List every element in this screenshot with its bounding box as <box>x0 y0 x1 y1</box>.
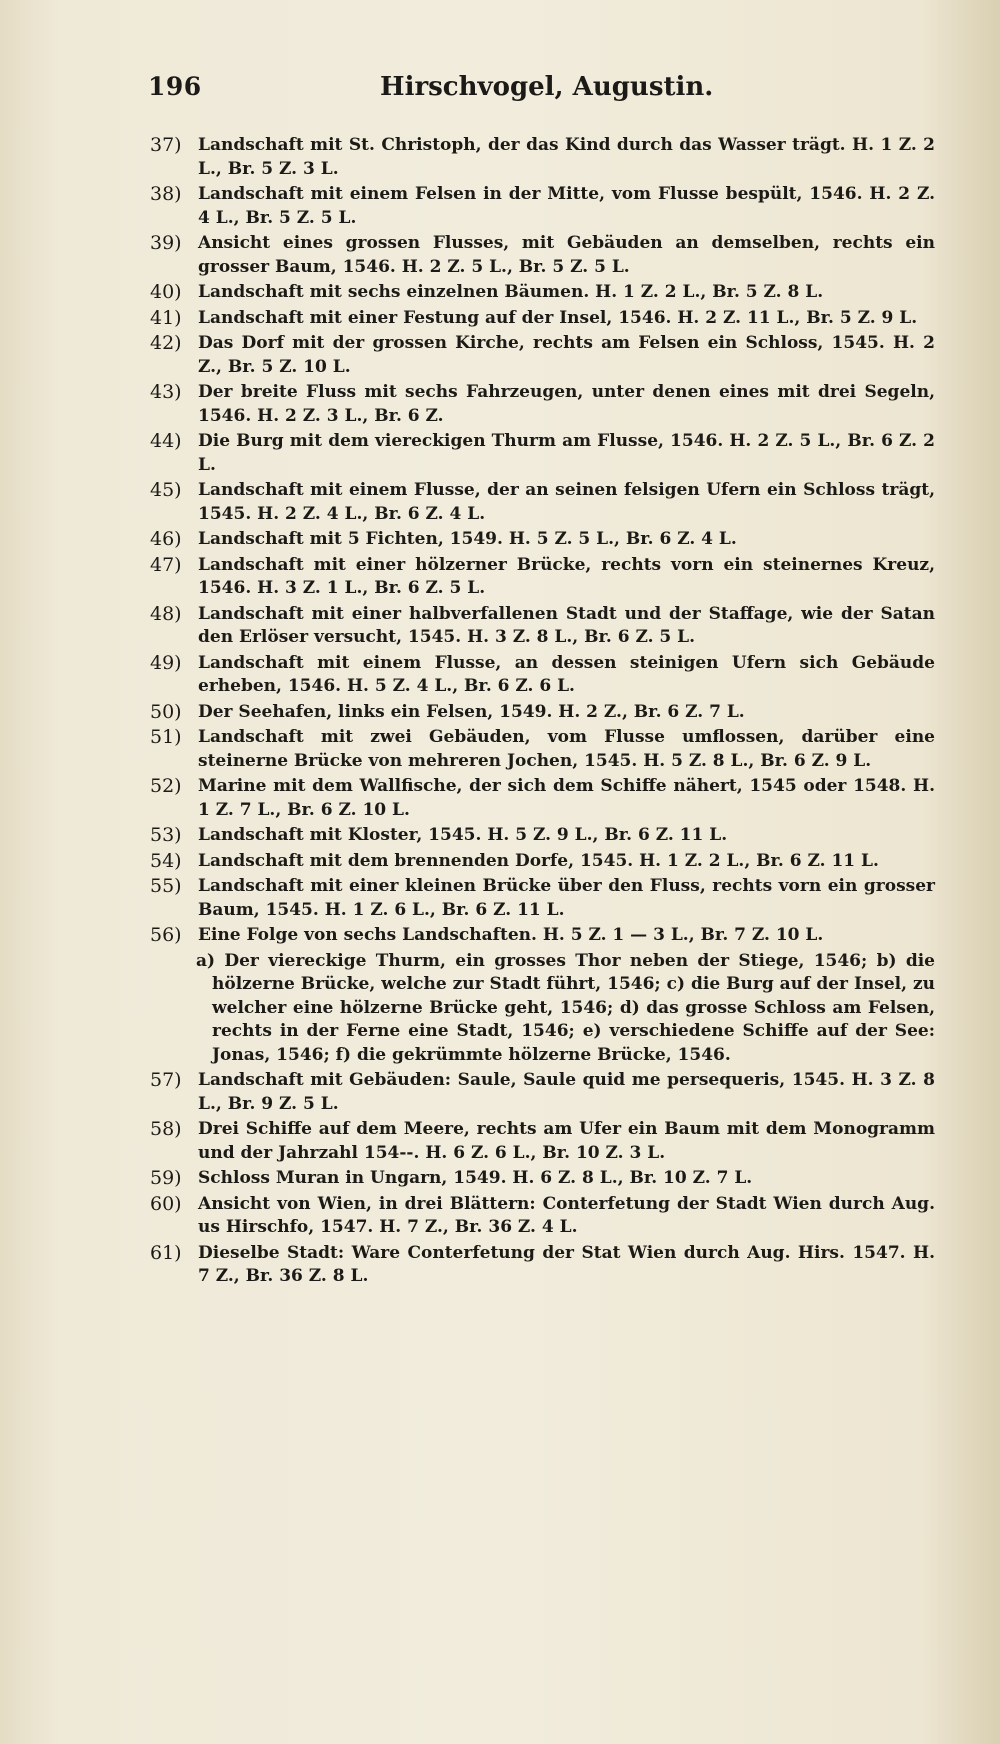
entry-number: 43) <box>150 381 182 403</box>
entry-text: Landschaft mit einem Flusse, an dessen steinigen Ufern sich Gebäude erheben, 1546. H. 5 Z. 4 L., Br. 6 Z. 6 L. <box>198 652 935 696</box>
entry-number: 44) <box>150 430 182 452</box>
catalogue-entry <box>150 479 935 526</box>
catalogue-entry <box>150 824 935 848</box>
entry-number: 53) <box>150 824 182 846</box>
entry-number: 58) <box>150 1118 182 1140</box>
entry-number: 42) <box>150 332 182 354</box>
entry-number: 50) <box>150 700 182 723</box>
running-head: Hirschvogel, Augustin. <box>380 72 714 102</box>
entry-text: Landschaft mit Kloster, 1545. H. 5 Z. 9 L., Br. 6 Z. 11 L. <box>198 825 728 845</box>
page-number: 196 <box>148 72 202 101</box>
entry-number: 40) <box>150 281 182 303</box>
entry-text: Ansicht eines grossen Flusses, mit Gebäuden an demselben, rechts ein grosser Baum, 1546. H. 2 Z. 5 L., Br. 5 Z. 5 L. <box>198 233 935 277</box>
entry-text: Landschaft mit sechs einzelnen Bäumen. H. 1 Z. 2 L., Br. 5 Z. 8 L. <box>198 282 824 302</box>
catalogue-entry <box>150 528 935 552</box>
sub-entry-list: a) Der viereckige Thurm, ein grosses Thor neben der Stiege, 1546; b) die hölzerne Brücke, welche zur Stadt führt, 1546; c) die Burg auf der Insel, zu welcher eine hölzerne Brücke geht, 1546; d) das grosse Schloss am Felsen, rechts in der Ferne eine Stadt, 1546; e) verschiedene Schiffe auf der See: Jonas, 1546; f) die gekrümmte hölzerne Brücke, 1546. <box>196 950 935 1065</box>
entry-text: Landschaft mit einer halbverfallenen Stadt und der Staffage, wie der Satan den Erlöser versucht, 1545. H. 3 Z. 8 L., Br. 6 Z. 5 L. <box>198 603 935 647</box>
catalogue-entry <box>150 134 935 181</box>
entry-text: Drei Schiffe auf dem Meere, rechts am Ufer ein Baum mit dem Monogramm und der Jahrzahl 154--. H. 6 Z. 6 L., Br. 10 Z. 3 L. <box>198 1119 935 1163</box>
entry-text: Die Burg mit dem viereckigen Thurm am Flusse, 1546. H. 2 Z. 5 L., Br. 6 Z. 2 L. <box>198 431 935 475</box>
entry-text: Landschaft mit einer Festung auf der Insel, 1546. H. 2 Z. 11 L., Br. 5 Z. 9 L. <box>198 307 918 328</box>
catalogue-entry <box>150 381 935 428</box>
page-header <box>148 72 940 112</box>
entry-number: 55) <box>150 875 182 897</box>
catalogue-entry <box>150 924 935 948</box>
entry-number: 54) <box>150 849 182 872</box>
entry-text: Marine mit dem Wallfische, der sich dem Schiffe nähert, 1545 oder 1548. H. 1 Z. 7 L., Br. 6 Z. 10 L. <box>198 776 935 820</box>
entry-number: 46) <box>150 528 182 550</box>
entry-number: 51) <box>150 726 182 748</box>
catalogue-entry <box>150 430 935 477</box>
catalogue-entry <box>150 232 935 279</box>
entry-number: 52) <box>150 775 182 797</box>
entry-number: 41) <box>150 306 182 329</box>
catalogue-entry <box>150 701 935 725</box>
entry-text: Landschaft mit einem Felsen in der Mitte, vom Flusse bespült, 1546. H. 2 Z. 4 L., Br. 5 Z. 5 L. <box>198 184 935 228</box>
entry-text: Dieselbe Stadt: Ware Conterfetung der Stat Wien durch Aug. Hirs. 1547. H. 7 Z., Br. 36 Z. 8 L. <box>198 1242 935 1286</box>
catalogue-entry <box>150 726 935 773</box>
entry-number: 39) <box>150 232 182 254</box>
entry-number: 38) <box>150 183 182 205</box>
catalogue-entry <box>150 1167 935 1191</box>
entry-text: Landschaft mit einer hölzerner Brücke, rechts vorn ein steinernes Kreuz, 1546. H. 3 Z. 1 L., Br. 6 Z. 5 L. <box>198 554 935 598</box>
entry-text: Ansicht von Wien, in drei Blättern: Conterfetung der Stadt Wien durch Aug. us Hirschfo, 1547. H. 7 Z., Br. 36 Z. 4 L. <box>198 1193 935 1237</box>
catalogue-entry <box>150 1069 935 1116</box>
entry-number: 45) <box>150 479 182 501</box>
catalogue-entry <box>150 603 935 650</box>
catalogue-entry <box>150 652 935 699</box>
entry-text: Das Dorf mit der grossen Kirche, rechts am Felsen ein Schloss, 1545. H. 2 Z., Br. 5 Z. 10 L. <box>198 333 935 377</box>
entry-text: Eine Folge von sechs Landschaften. H. 5 Z. 1 — 3 L., Br. 7 Z. 10 L. <box>198 925 824 945</box>
catalogue-entries <box>150 134 935 1291</box>
entry-text: Landschaft mit Gebäuden: Saule, Saule quid me persequeris, 1545. H. 3 Z. 8 L., Br. 9 Z. 5 L. <box>198 1070 935 1114</box>
entry-text: Landschaft mit 5 Fichten, 1549. H. 5 Z. 5 L., Br. 6 Z. 4 L. <box>198 529 737 549</box>
entry-text: Landschaft mit dem brennenden Dorfe, 1545. H. 1 Z. 2 L., Br. 6 Z. 11 L. <box>198 850 879 871</box>
catalogue-entry <box>150 281 935 305</box>
catalogue-entry <box>150 183 935 230</box>
catalogue-entry <box>150 1118 935 1165</box>
entry-number: 47) <box>150 553 182 576</box>
catalogue-entry <box>150 554 935 601</box>
entry-text: Landschaft mit St. Christoph, der das Kind durch das Wasser trägt. H. 1 Z. 2 L., Br. 5 Z. 3 L. <box>198 135 935 179</box>
entry-text: Landschaft mit zwei Gebäuden, vom Flusse umflossen, darüber eine steinerne Brücke von mehreren Jochen, 1545. H. 5 Z. 8 L., Br. 6 Z. 9 L. <box>198 727 935 771</box>
entry-number: 61) <box>150 1241 182 1264</box>
entry-number: 59) <box>150 1167 182 1189</box>
catalogue-entry <box>150 875 935 922</box>
catalogue-entry <box>150 1193 935 1240</box>
entry-number: 37) <box>150 134 182 156</box>
entry-number: 56) <box>150 924 182 946</box>
catalogue-entry <box>150 332 935 379</box>
entry-number: 57) <box>150 1069 182 1091</box>
catalogue-entry <box>150 850 935 874</box>
catalogue-entry <box>150 775 935 822</box>
entry-text: Der Seehafen, links ein Felsen, 1549. H. 2 Z., Br. 6 Z. 7 L. <box>198 701 745 722</box>
entry-number: 60) <box>150 1192 182 1215</box>
entry-text: Schloss Muran in Ungarn, 1549. H. 6 Z. 8 L., Br. 10 Z. 7 L. <box>198 1168 753 1188</box>
entry-text: Der breite Fluss mit sechs Fahrzeugen, unter denen eines mit drei Segeln, 1546. H. 2 Z. 3 L., Br. 6 Z. <box>198 382 935 426</box>
entry-number: 48) <box>150 602 182 625</box>
entry-number: 49) <box>150 651 182 674</box>
entry-text: Landschaft mit einer kleinen Brücke über den Fluss, rechts vorn ein grosser Baum, 1545. H. 1 Z. 6 L., Br. 6 Z. 11 L. <box>198 876 935 920</box>
catalogue-entry <box>150 1242 935 1289</box>
entry-text: Landschaft mit einem Flusse, der an seinen felsigen Ufern ein Schloss trägt, 1545. H. 2 Z. 4 L., Br. 6 Z. 4 L. <box>198 480 935 524</box>
catalogue-entry <box>150 307 935 331</box>
